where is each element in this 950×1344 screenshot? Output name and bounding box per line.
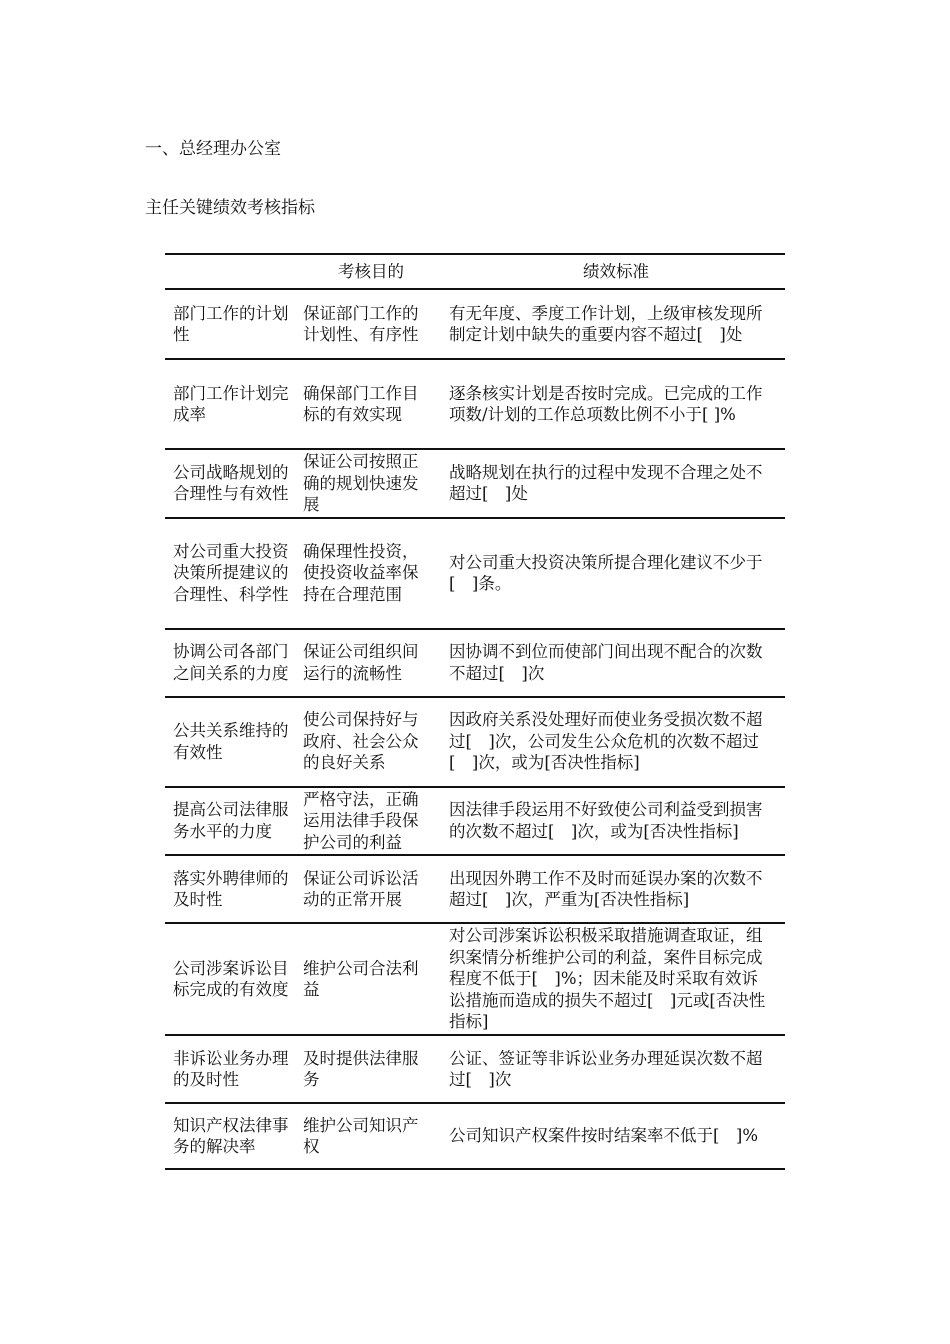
header-purpose: 考核目的: [338, 261, 404, 281]
indicator-cell: 知识产权法律事务的解决率: [173, 1115, 289, 1156]
table-row: [165, 855, 785, 923]
purpose-cell: 保证部门工作的计划性、有序性: [303, 303, 419, 344]
table-row: [165, 697, 785, 787]
purpose-cell: 确保理性投资，使投资收益率保持在合理范围: [303, 541, 419, 604]
table-row: [165, 359, 785, 449]
purpose-cell: 保证公司按照正确的规划快速发展: [303, 452, 419, 514]
indicator-cell: 部门工作计划完成率: [173, 383, 289, 424]
standard-cell: 有无年度、季度工作计划，上级审核发现所制定计划中缺失的重要内容不超过[ ]处: [449, 303, 763, 344]
standard-cell: 逐条核实计划是否按时完成。已完成的工作项数/计划的工作总项数比例不小于[ ]%: [449, 383, 763, 424]
indicator-cell: 公司战略规划的合理性与有效性: [173, 462, 289, 504]
purpose-cell: 保证公司组织间运行的流畅性: [303, 642, 419, 683]
standard-cell: 公证、签证等非诉讼业务办理延误次数不超过[ ]次: [449, 1048, 763, 1089]
section-title: 一、总经理办公室: [145, 139, 281, 159]
indicator-cell: 提高公司法律服务水平的力度: [173, 800, 289, 841]
indicator-cell: 协调公司各部门之间关系的力度: [173, 642, 289, 683]
table-title: 主任关键绩效考核指标: [145, 198, 315, 218]
table-row: [165, 449, 785, 518]
indicator-cell: 公共关系维持的有效性: [173, 721, 289, 762]
kpi-table-header: [165, 254, 785, 289]
table-row: [165, 289, 785, 359]
standard-cell: 公司知识产权案件按时结案率不低于[ ]%: [449, 1126, 759, 1146]
standard-cell: 对公司重大投资决策所提合理化建议不少于[ ]条。: [449, 552, 763, 593]
purpose-cell: 保证公司诉讼活动的正常开展: [303, 868, 419, 909]
standard-cell: 出现因外聘工作不及时而延误办案的次数不超过[ ]次，严重为[否决性指标]: [449, 868, 763, 909]
indicator-cell: 公司涉案诉讼目标完成的有效度: [173, 958, 289, 999]
standard-cell: 因法律手段运用不好致使公司利益受到损害的次数不超过[ ]次，或为[否决性指标]: [449, 800, 763, 841]
standard-cell: 因政府关系没处理好而使业务受损次数不超过[ ]次，公司发生公众危机的次数不超过[ ]次，或为[否决性指标]: [449, 710, 763, 773]
purpose-cell: 严格守法，正确运用法律手段保护公司的利益: [303, 789, 419, 852]
indicator-cell: 非诉讼业务办理的及时性: [173, 1048, 289, 1089]
standard-cell: 因协调不到位而使部门间出现不配合的次数不超过[ ]次: [449, 642, 763, 683]
purpose-cell: 使公司保持好与政府、社会公众的良好关系: [303, 710, 419, 773]
kpi-table-body: [165, 289, 785, 1169]
table-row: [165, 1035, 785, 1103]
header-standard: 绩效标准: [583, 261, 649, 281]
table-row: [165, 518, 785, 629]
table-row: [165, 787, 785, 856]
purpose-cell: 维护公司知识产权: [303, 1115, 419, 1156]
indicator-cell: 部门工作的计划性: [173, 303, 289, 344]
purpose-cell: 及时提供法律服务: [303, 1048, 419, 1089]
indicator-cell: 对公司重大投资决策所提建议的合理性、科学性: [173, 541, 289, 604]
purpose-cell: 确保部门工作目标的有效实现: [303, 383, 419, 424]
table-row: [165, 1103, 785, 1169]
kpi-table: [165, 253, 785, 1170]
purpose-cell: 维护公司合法利益: [303, 958, 419, 999]
standard-cell: 对公司涉案诉讼积极采取措施调查取证，组织案情分析维护公司的利益，案件目标完成程度不低于[ ]%；因未能及时采取有效诉讼措施而造成的损失不超过[ ]元或[否决性指标]: [449, 926, 766, 1032]
header-indicator: [165, 254, 295, 289]
indicator-cell: 落实外聘律师的及时性: [173, 868, 289, 909]
table-row: [165, 629, 785, 697]
table-row: [165, 923, 785, 1035]
standard-cell: 战略规划在执行的过程中发现不合理之处不超过[ ]处: [449, 462, 763, 504]
